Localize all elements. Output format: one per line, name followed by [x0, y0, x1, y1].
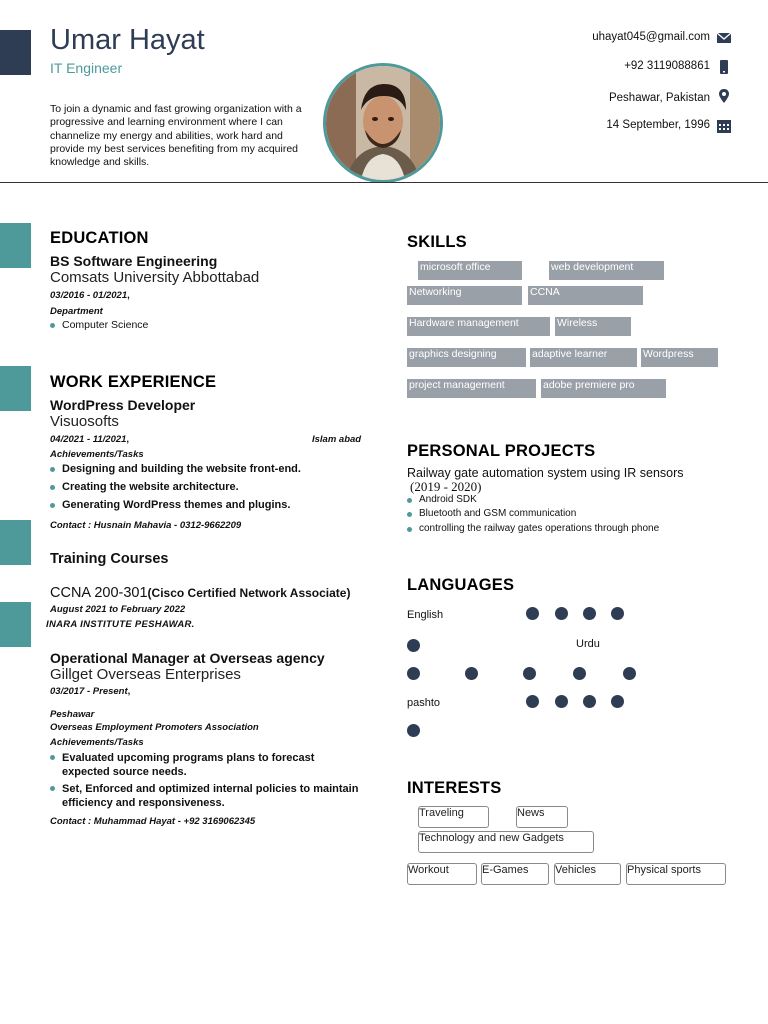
skill-tag: microsoft office	[418, 261, 522, 280]
job1-role: WordPress Developer	[50, 397, 196, 413]
contact-phone: +92 3119088861	[624, 60, 710, 72]
language-level-dot	[583, 695, 596, 708]
career-summary: To join a dynamic and fast growing organization with a progressive and learning environment where I can channelize my energy and abilities, work hard and provide my best services benefiting from my acquired knowledge and skills.	[50, 103, 302, 169]
project-item: Android SDK	[407, 494, 477, 505]
job1-task: Generating WordPress themes and plugins.	[50, 499, 290, 511]
skill-tag: adobe premiere pro	[541, 379, 666, 398]
training-dates: August 2021 to February 2022	[50, 604, 186, 615]
project-item: Bluetooth and GSM communication	[407, 508, 576, 519]
language-level-dot	[555, 607, 568, 620]
skill-tag: graphics designing	[407, 348, 526, 367]
education-accent-block	[0, 223, 31, 268]
job1-task: Creating the website architecture.	[50, 481, 239, 493]
candidate-role: IT Engineer	[50, 60, 123, 76]
experience-accent-block	[0, 602, 31, 647]
candidate-name: Umar Hayat	[50, 24, 205, 56]
language-level-dot	[407, 667, 420, 680]
job2-contact: Contact : Muhammad Hayat - +92 3169062345	[50, 816, 256, 827]
contact-location: Peshawar, Pakistan	[608, 92, 710, 104]
language-level-dot	[611, 607, 624, 620]
education-school: Comsats University Abbottabad	[50, 269, 260, 286]
education-dates: 03/2016 - 01/2021,	[50, 290, 130, 301]
job1-location: Islam abad	[312, 434, 362, 445]
skill-tag: Hardware management	[407, 317, 550, 336]
project-years: (2019 - 2020)	[410, 479, 482, 494]
language-level-dot	[526, 695, 539, 708]
skill-tag: Networking	[407, 286, 522, 305]
interest-tag: Traveling	[418, 806, 489, 828]
interest-tag: News	[516, 806, 568, 828]
job1-dates: 04/2021 - 11/2021,	[50, 434, 130, 445]
language-level-dot	[611, 695, 624, 708]
interest-tag: Physical sports	[626, 863, 726, 885]
job2-association: Overseas Employment Promoters Association	[50, 722, 259, 733]
training-title: Training Courses	[50, 551, 169, 567]
header-divider	[0, 182, 768, 183]
job2-company: Gillget Overseas Enterprises	[50, 666, 241, 683]
language-level-dot	[407, 724, 420, 737]
calendar-icon	[716, 118, 732, 134]
project-name: Railway gate automation system using IR sensors	[407, 466, 684, 480]
training-accent-block	[0, 520, 31, 565]
job1-task: Designing and building the website front-end.	[50, 463, 301, 475]
language-level-dot	[623, 667, 636, 680]
education-department-label: Department	[50, 306, 103, 317]
header-accent-block	[0, 30, 31, 75]
phone-icon	[716, 59, 732, 75]
language-level-dot	[573, 667, 586, 680]
job2-tasks-label: Achievements/Tasks	[50, 737, 144, 748]
job2-task: Set, Enforced and optimized internal policies to maintain efficiency and responsiveness.	[50, 782, 362, 810]
language-name: pashto	[407, 697, 441, 709]
skill-tag: Wireless	[555, 317, 631, 336]
language-level-dot	[465, 667, 478, 680]
skill-tag: Wordpress	[641, 348, 718, 367]
language-level-dot	[407, 639, 420, 652]
skill-tag: web development	[549, 261, 664, 280]
skills-title: SKILLS	[407, 233, 467, 251]
job2-task: Evaluated upcoming programs plans to forecast expected source needs.	[50, 751, 352, 779]
job2-location: Peshawar	[50, 709, 95, 720]
interest-tag: Workout	[407, 863, 477, 885]
languages-title: LANGUAGES	[407, 576, 515, 594]
interest-tag: Vehicles	[554, 863, 621, 885]
projects-title: PERSONAL PROJECTS	[407, 442, 596, 460]
job1-tasks-label: Achievements/Tasks	[50, 449, 144, 460]
language-level-dot	[523, 667, 536, 680]
skill-tag: CCNA	[528, 286, 643, 305]
job2-role: Operational Manager at Overseas agency	[50, 650, 325, 666]
language-name: English	[407, 609, 444, 621]
job1-contact: Contact : Husnain Mahavia - 0312-9662209	[50, 520, 242, 531]
interest-tag: Technology and new Gadgets	[418, 831, 594, 853]
profile-photo-illustration	[326, 66, 440, 180]
contact-birthdate: 14 September, 1996	[606, 119, 710, 131]
work-accent-block	[0, 366, 31, 411]
education-degree: BS Software Engineering	[50, 253, 218, 269]
location-pin-icon	[716, 88, 732, 104]
education-item: Computer Science	[50, 319, 148, 331]
education-title: EDUCATION	[50, 229, 149, 247]
language-name: Urdu	[576, 638, 600, 650]
training-course: CCNA 200-301(Cisco Certified Network Associate)	[50, 585, 351, 601]
contact-email[interactable]: uhayat045@gmail.com	[592, 31, 710, 43]
skill-tag: project management	[407, 379, 536, 398]
training-institute: INARA INSTITUTE PESHAWAR.	[46, 619, 195, 630]
mail-icon	[716, 30, 732, 46]
language-level-dot	[555, 695, 568, 708]
project-item: controlling the railway gates operations through phone	[407, 523, 659, 534]
interests-title: INTERESTS	[407, 779, 502, 797]
job1-company: Visuosofts	[50, 413, 119, 430]
profile-photo	[323, 63, 443, 183]
language-level-dot	[526, 607, 539, 620]
interest-tag: E-Games	[481, 863, 549, 885]
job2-dates: 03/2017 - Present,	[50, 686, 131, 697]
work-title: WORK EXPERIENCE	[50, 373, 217, 391]
language-level-dot	[583, 607, 596, 620]
skill-tag: adaptive learner	[530, 348, 637, 367]
